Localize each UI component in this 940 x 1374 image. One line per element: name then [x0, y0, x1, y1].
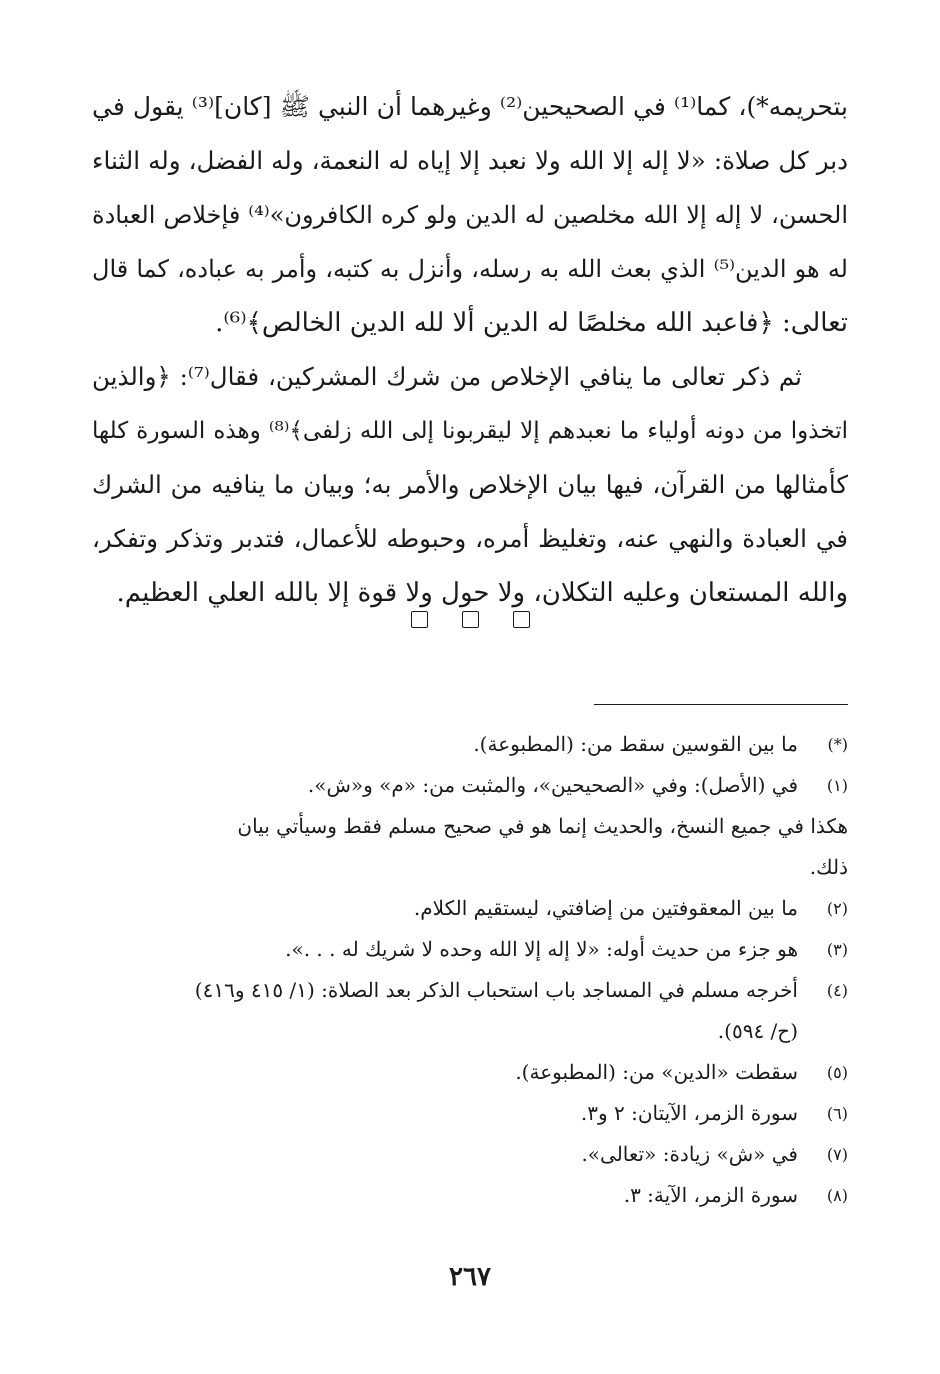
- footnote-text: ما بين القوسين سقط من: (المطبوعة).: [473, 732, 798, 756]
- footnote: [92, 724, 848, 765]
- footnote: [92, 929, 848, 970]
- footnote-text: هكذا في جميع النسخ، والحديث إنما هو في صحيح مسلم فقط وسيأتي بيان: [237, 814, 848, 838]
- text-line: بتحريمه*)، كما⁽¹⁾ في الصحيحين⁽²⁾ وغيرهما أن النبي ﷺ [كان]⁽³⁾ يقول في: [92, 92, 848, 121]
- footnote-text: ذلك.: [809, 855, 848, 879]
- footnote: [92, 888, 848, 929]
- footnote-marker: (٢): [826, 899, 848, 918]
- text-line: ثم ذكر تعالى ما ينافي الإخلاص من شرك المشركين، فقال⁽⁷⁾: ﴿والذين: [92, 362, 802, 391]
- main-text: [92, 80, 848, 620]
- text-line: والله المستعان وعليه التكلان، ولا حول ولا قوة إلا بالله العلي العظيم.: [116, 578, 848, 608]
- footnote: [92, 1175, 848, 1216]
- footnote: [92, 970, 848, 1011]
- footnote-text: سقطت «الدين» من: (المطبوعة).: [515, 1060, 798, 1084]
- footnote-marker: (١): [826, 776, 848, 795]
- footnote-marker: (٥): [826, 1063, 848, 1082]
- footnote-text: أخرجه مسلم في المساجد باب استحباب الذكر بعد الصلاة: (١/ ٤١٥ و٤١٦): [194, 978, 798, 1002]
- footnote-text: (ح/ ٥٩٤).: [717, 1019, 798, 1043]
- section-separator: [0, 611, 940, 628]
- text-line: الحسن، لا إله إلا الله مخلصين له الدين ولو كره الكافرون»⁽⁴⁾ فإخلاص العبادة: [92, 201, 848, 229]
- text-line: دبر كل صلاة: «لا إله إلا الله ولا نعبد إلا إياه له النعمة، وله الفضل، وله الثناء: [92, 146, 848, 175]
- footnote-marker: (٧): [826, 1145, 848, 1164]
- footnote-marker: (*): [827, 735, 848, 754]
- text-line: كأمثالها من القرآن، فيها بيان الإخلاص والأمر به؛ وبيان ما ينافيه من الشرك: [92, 470, 848, 499]
- footnote-text: هو جزء من حديث أوله: «لا إله إلا الله وحده لا شريك له . . .».: [285, 937, 798, 961]
- text-line: في العبادة والنهي عنه، وتغليظ أمره، وحبوطه للأعمال، فتدبر وتذكر وتفكر،: [92, 524, 848, 553]
- page-number: ٢٦٧: [449, 1262, 491, 1292]
- footnote-text: في (الأصل): وفي «الصحيحين»، والمثبت من: «م» و«ش».: [307, 773, 798, 797]
- separator-box-icon: [411, 611, 428, 628]
- footnote: [92, 1052, 848, 1093]
- separator-box-icon: [462, 611, 479, 628]
- footnote-text: سورة الزمر، الآيتان: ٢ و٣.: [580, 1101, 798, 1125]
- footnote-rule: [594, 704, 848, 705]
- footnotes: [92, 724, 848, 1216]
- footnote: [92, 765, 848, 806]
- footnote: [92, 1134, 848, 1175]
- footnote: [92, 1093, 848, 1134]
- separator-box-icon: [513, 611, 530, 628]
- text-line: اتخذوا من دونه أولياء ما نعبدهم إلا ليقربونا إلى الله زلفى﴾⁽⁸⁾ وهذه السورة كلها: [92, 418, 848, 444]
- footnote-text: ما بين المعقوفتين من إضافتي، ليستقيم الكلام.: [413, 896, 798, 920]
- footnote-marker: (٦): [826, 1104, 848, 1123]
- footnote-text: في «ش» زيادة: «تعالى».: [581, 1142, 798, 1166]
- footnote-marker: (٤): [826, 981, 848, 1000]
- footnote-text: سورة الزمر، الآية: ٣.: [623, 1183, 798, 1207]
- footnote-marker: (٨): [826, 1186, 848, 1205]
- text-line: له هو الدين⁽⁵⁾ الذي بعث الله به رسله، وأنزل به كتبه، وأمر به عباده، كما قال: [92, 255, 848, 283]
- footnote-marker: (٣): [826, 940, 848, 959]
- text-line: تعالى: ﴿فاعبد الله مخلصًا له الدين ألا لله الدين الخالص﴾⁽⁶⁾.: [215, 308, 848, 338]
